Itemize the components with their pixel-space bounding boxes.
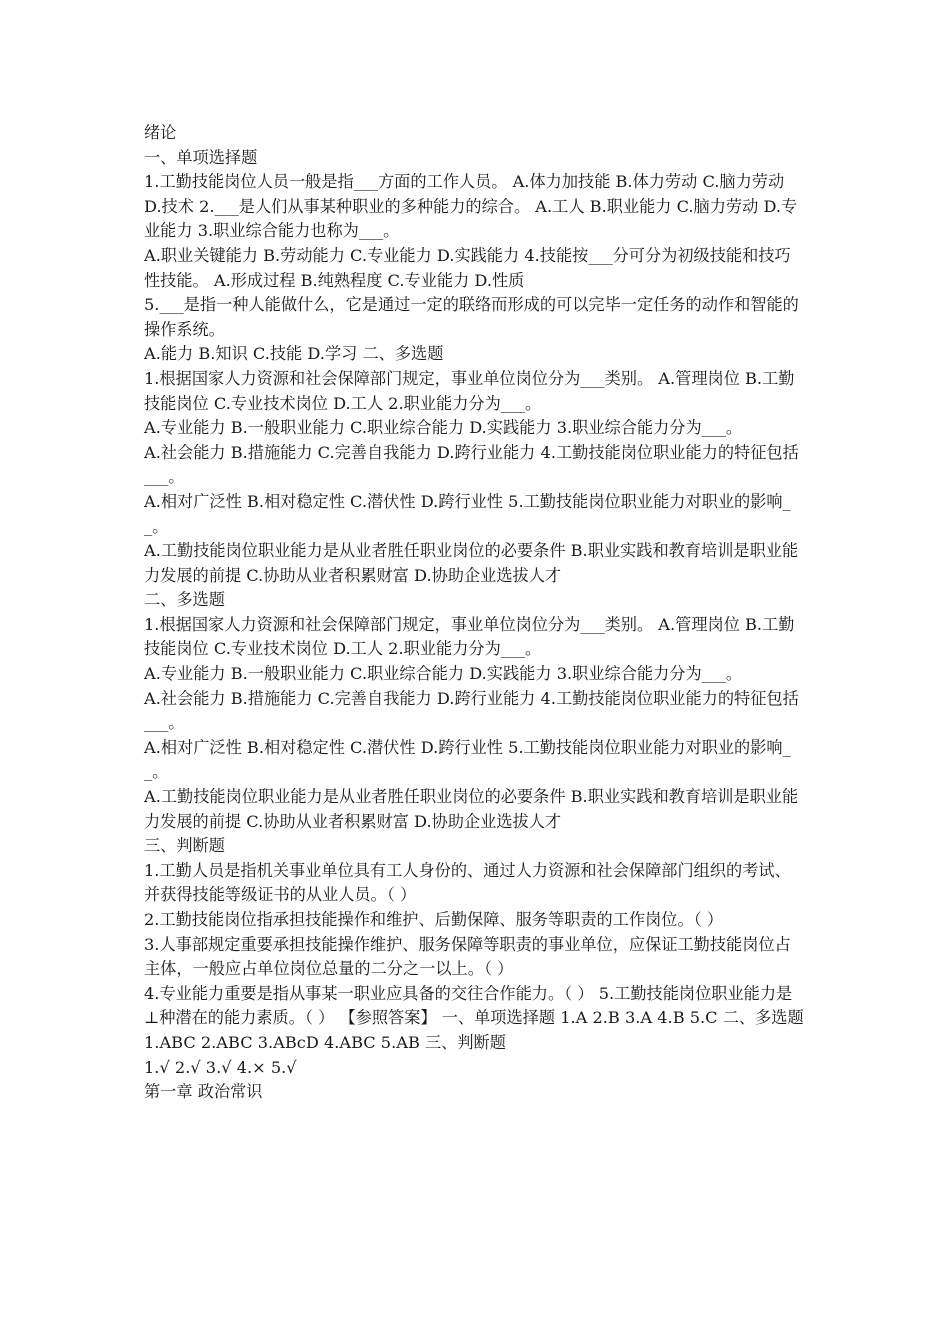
question-paragraph: A.职业关键能力 B.劳动能力 C.专业能力 D.实践能力 4.技能按___分可分为初级技能和技巧性技能。 A.形成过程 B.纯熟程度 C.专业能力 D.性质 bbox=[144, 245, 791, 290]
question-paragraph: 4.专业能力重要是指从事某一职业应具备的交往合作能力。（ ） 5.工勤技能岗位职业能力是⊥种潜在的能力素质。（ ） 【参照答案】 一、单项选择题 1.A 2.B 3.A 4.B 5.C 二、多选题 bbox=[144, 983, 804, 1028]
document-body bbox=[144, 121, 806, 1105]
question-paragraph: A.专业能力 B.一般职业能力 C.职业综合能力 D.实践能力 3.职业综合能力分为___。 bbox=[144, 664, 743, 684]
question-paragraph: A.工勤技能岗位职业能力是从业者胜任职业岗位的必要条件 B.职业实践和教育培训是职业能力发展的前提 C.协助从业者积累财富 D.协助企业选拔人才 bbox=[144, 787, 799, 831]
section-heading-true-false: 三、判断题 bbox=[144, 836, 225, 856]
question-paragraph: A.专业能力 B.一般职业能力 C.职业综合能力 D.实践能力 3.职业综合能力分为___。 bbox=[144, 418, 743, 438]
question-paragraph: 5.___是指一种人能做什么，它是通过一定的联络而形成的可以完毕一定任务的动作和智能的操作系统。 bbox=[144, 295, 799, 339]
answer-paragraph: 1.√ 2.√ 3.√ 4.× 5.√ bbox=[144, 1057, 297, 1077]
question-paragraph: 3.人事部规定重要承担技能操作维护、服务保障等职责的事业单位，应保证工勤技能岗位占主体，一般应占单位岗位总量的二分之一以上。（ ） bbox=[144, 934, 791, 979]
chapter-heading: 第一章 政治常识 bbox=[144, 1082, 263, 1102]
section-heading-multi-choice: 二、多选题 bbox=[144, 590, 225, 610]
question-paragraph: A.工勤技能岗位职业能力是从业者胜任职业岗位的必要条件 B.职业实践和教育培训是职业能力发展的前提 C.协助从业者积累财富 D.协助企业选拔人才 bbox=[144, 541, 799, 585]
section-heading-single-choice: 一、单项选择题 bbox=[144, 147, 258, 167]
question-paragraph: A.社会能力 B.措施能力 C.完善自我能力 D.跨行业能力 4.工勤技能岗位职业能力的特征包括___。 bbox=[144, 688, 799, 733]
question-paragraph: 1.工勤人员是指机关事业单位具有工人身份的、通过人力资源和社会保障部门组织的考试、并获得技能等级证书的从业人员。（ ） bbox=[144, 860, 791, 905]
question-paragraph: A.能力 B.知识 C.技能 D.学习 二、多选题 bbox=[144, 344, 444, 364]
intro-heading: 绪论 bbox=[144, 123, 177, 142]
question-paragraph: 1.根据国家人力资源和社会保障部门规定，事业单位岗位分为___类别。 A.管理岗位 B.工勤技能岗位 C.专业技术岗位 D.工人 2.职业能力分为___。 bbox=[144, 368, 795, 413]
question-paragraph: A.相对广泛性 B.相对稳定性 C.潜伏性 D.跨行业性 5.工勤技能岗位职业能力对职业的影响__。 bbox=[144, 491, 791, 536]
question-paragraph: 1.工勤技能岗位人员一般是指___方面的工作人员。 A.体力加技能 B.体力劳动 C.脑力劳动 D.技术 2.___是人们从事某种职业的多种能力的综合。 A.工人 B.职业能力 C.脑力劳动 D.专业能力 3.职业综合能力也称为___。 bbox=[144, 172, 798, 241]
answer-paragraph: 1.ABC 2.ABC 3.ABcD 4.ABC 5.AB 三、判断题 bbox=[144, 1032, 506, 1052]
question-paragraph: 1.根据国家人力资源和社会保障部门规定，事业单位岗位分为___类别。 A.管理岗位 B.工勤技能岗位 C.专业技术岗位 D.工人 2.职业能力分为___。 bbox=[144, 614, 795, 659]
question-paragraph: 2.工勤技能岗位指承担技能操作和维护、后勤保障、服务等职责的工作岗位。（ ） bbox=[144, 910, 724, 929]
question-paragraph: A.社会能力 B.措施能力 C.完善自我能力 D.跨行业能力 4.工勤技能岗位职业能力的特征包括___。 bbox=[144, 442, 799, 487]
question-paragraph: A.相对广泛性 B.相对稳定性 C.潜伏性 D.跨行业性 5.工勤技能岗位职业能力对职业的影响__。 bbox=[144, 737, 791, 782]
